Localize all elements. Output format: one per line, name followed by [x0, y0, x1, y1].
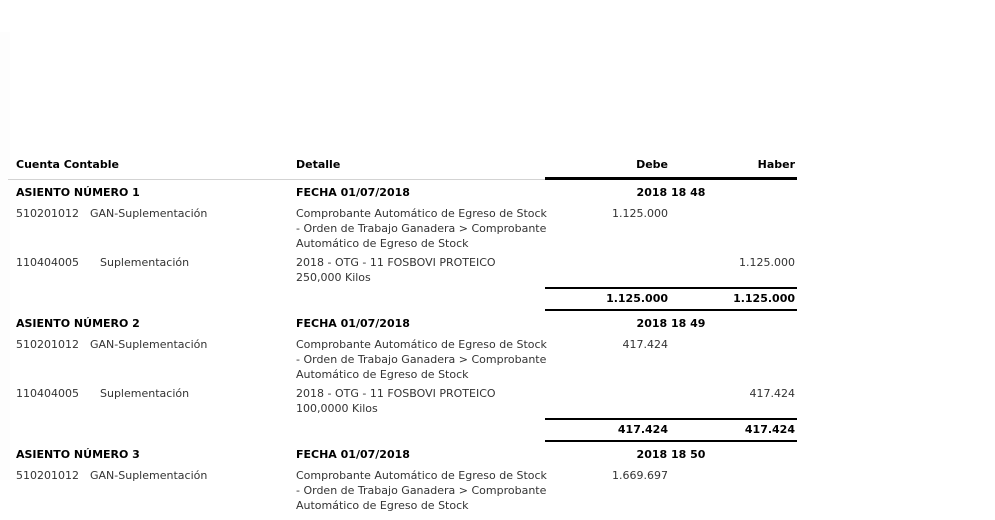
detail-line: 2018 - OTG - 11 FOSBOVI PROTEICO — [296, 256, 496, 269]
entry-title: ASIENTO NÚMERO 2 — [16, 317, 140, 330]
entry-title: ASIENTO NÚMERO 3 — [16, 448, 140, 461]
column-header-cuenta-contable: Cuenta Contable — [8, 156, 296, 180]
table-row — [8, 255, 797, 285]
debe-amount: 1.125.000 — [612, 207, 668, 220]
account-code: 110404005 — [16, 387, 79, 400]
detail-cell — [296, 337, 545, 382]
detail-line: Comprobante Automático de Egreso de Stock — [296, 469, 547, 482]
entry-header-row — [8, 186, 797, 200]
debe-amount — [545, 255, 670, 285]
haber-amount: 417.424 — [749, 387, 795, 400]
account-name: Suplementación — [100, 387, 190, 400]
detail-cell — [296, 255, 545, 285]
total-haber: 1.125.000 — [670, 287, 797, 311]
detail-cell — [296, 386, 545, 416]
account-name: GAN-Suplementación — [90, 338, 208, 351]
entry-header-row — [8, 448, 797, 462]
account-code: 510201012 — [16, 207, 79, 220]
journal-entry — [8, 186, 797, 311]
detail-line: Automático de Egreso de Stock — [296, 237, 469, 250]
detail-line: 250,000 Kilos — [296, 271, 371, 284]
debe-amount: 417.424 — [622, 338, 668, 351]
haber-amount: 1.125.000 — [739, 256, 795, 269]
table-row — [8, 386, 797, 416]
column-header-haber: Haber — [670, 156, 797, 180]
entry-timestamp: 2018 18 50 — [636, 448, 706, 461]
table-row — [8, 206, 797, 251]
journal-entry — [8, 317, 797, 442]
detail-line: Comprobante Automático de Egreso de Stock — [296, 338, 547, 351]
account-code: 510201012 — [16, 469, 79, 482]
entry-date: FECHA 01/07/2018 — [296, 186, 410, 199]
journal-entries-report — [8, 156, 797, 513]
entry-date: FECHA 01/07/2018 — [296, 317, 410, 330]
entry-totals-row — [8, 287, 797, 311]
journal-entry — [8, 448, 797, 513]
account-code: 510201012 — [16, 338, 79, 351]
haber-amount — [670, 337, 797, 382]
total-haber: 417.424 — [670, 418, 797, 442]
account-name: GAN-Suplementación — [90, 207, 208, 220]
table-row — [8, 468, 797, 513]
detail-cell — [296, 468, 545, 513]
account-name: GAN-Suplementación — [90, 469, 208, 482]
detail-line: - Orden de Trabajo Ganadera > Comprobante — [296, 484, 547, 497]
detail-cell — [296, 206, 545, 251]
table-header-row — [8, 156, 797, 180]
debe-amount — [545, 386, 670, 416]
detail-line: - Orden de Trabajo Ganadera > Comprobante — [296, 353, 547, 366]
detail-line: 2018 - OTG - 11 FOSBOVI PROTEICO — [296, 387, 496, 400]
column-header-debe: Debe — [545, 156, 670, 180]
entry-timestamp: 2018 18 49 — [636, 317, 706, 330]
detail-line: 100,0000 Kilos — [296, 402, 378, 415]
haber-amount — [670, 468, 797, 513]
column-header-detalle: Detalle — [296, 156, 545, 180]
entry-timestamp: 2018 18 48 — [636, 186, 706, 199]
entry-date: FECHA 01/07/2018 — [296, 448, 410, 461]
debe-amount: 1.669.697 — [612, 469, 668, 482]
detail-line: Comprobante Automático de Egreso de Stock — [296, 207, 547, 220]
total-debe: 417.424 — [545, 418, 670, 442]
detail-line: Automático de Egreso de Stock — [296, 499, 469, 512]
detail-line: - Orden de Trabajo Ganadera > Comprobante — [296, 222, 547, 235]
total-debe: 1.125.000 — [545, 287, 670, 311]
entry-totals-row — [8, 418, 797, 442]
haber-amount — [670, 206, 797, 251]
table-row — [8, 337, 797, 382]
entry-title: ASIENTO NÚMERO 1 — [16, 186, 140, 199]
detail-line: Automático de Egreso de Stock — [296, 368, 469, 381]
account-name: Suplementación — [100, 256, 190, 269]
account-code: 110404005 — [16, 256, 79, 269]
entry-header-row — [8, 317, 797, 331]
